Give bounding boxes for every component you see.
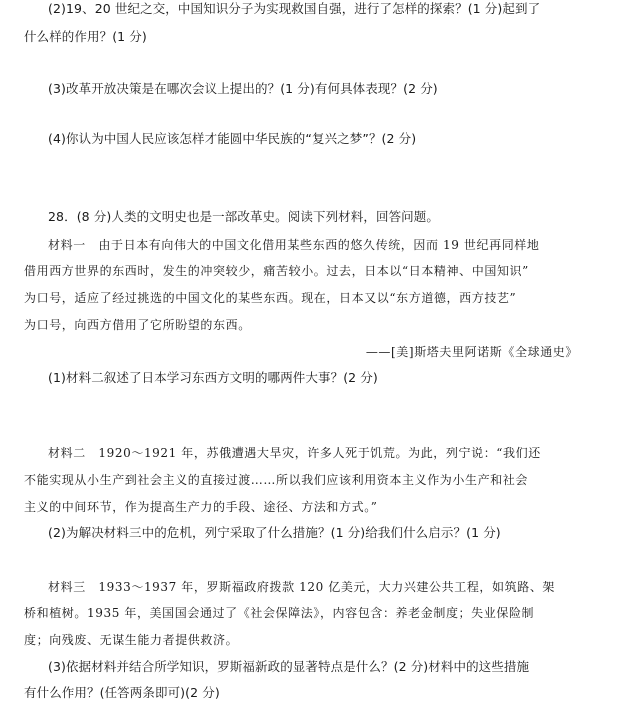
q28-stem: 28．(8 分)人类的文明史也是一部改革史。阅读下列材料，回答问题。 (48, 209, 439, 224)
q28-material2-line1: 材料二 1920～1921 年，苏俄遭遇大旱灾，许多人死于饥荒。为此，列宁说：“我们还 (48, 446, 541, 460)
q28-material2-line3: 主义的中间环节，作为提高生产力的手段、途径、方法和方式。” (24, 500, 378, 514)
q28-sub1: (1)材料二叙述了日本学习东西方文明的哪两件大事？(2 分) (48, 370, 378, 385)
q28-material2-line2: 不能实现从小生产到社会主义的直接过渡……所以我们应该利用资本主义作为小生产和社会 (24, 473, 529, 487)
q28-material1-line1: 材料一 由于日本有向伟大的中国文化借用某些东西的悠久传统，因而 19 世纪再同样地 (48, 238, 540, 252)
q28-sub2: (2)为解决材料三中的危机，列宁采取了什么措施？(1 分)给我们什么启示？(1 分) (48, 525, 501, 540)
q27-sub4: (4)你认为中国人民应该怎样才能圆中华民族的“复兴之梦”？(2 分) (48, 131, 417, 146)
q27-sub3: (3)改革开放决策是在哪次会议上提出的？(1 分)有何具体表现？(2 分) (48, 81, 438, 96)
q28-material3-line3: 度；向残废、无谋生能力者提供救济。 (24, 633, 239, 647)
q27-sub2-line2: 什么样的作用？(1 分) (24, 29, 147, 44)
q28-material1-source: ——[美]斯塔夫里阿诺斯《全球通史》 (365, 345, 578, 359)
q28-material1-line4: 为口号，向西方借用了它所盼望的东西。 (24, 318, 251, 332)
q28-material3-line1: 材料三 1933～1937 年，罗斯福政府拨款 120 亿美元，大力兴建公共工程，如筑路、架 (48, 580, 556, 594)
q28-sub3-line2: 有什么作用？(任答两条即可)(2 分) (24, 685, 220, 700)
q28-material1-line3: 为口号，适应了经过挑选的中国文化的某些东西。现在，日本又以“东方道德，西方技艺” (24, 291, 517, 305)
q28-material1-line2: 借用西方世界的东西时，发生的冲突较少，痛苦较小。过去，日本以“日本精神、中国知识” (24, 264, 529, 278)
q27-sub2-line1: (2)19、20 世纪之交，中国知识分子为实现救国自强，进行了怎样的探索？(1 分)起到了 (48, 1, 541, 16)
q28-sub3-line1: (3)依据材料并结合所学知识，罗斯福新政的显著特点是什么？(2 分)材料中的这些措施 (48, 659, 530, 674)
q28-material3-line2: 桥和植树。1935 年，美国国会通过了《社会保障法》，内容包含：养老金制度；失业保险制 (24, 606, 535, 620)
